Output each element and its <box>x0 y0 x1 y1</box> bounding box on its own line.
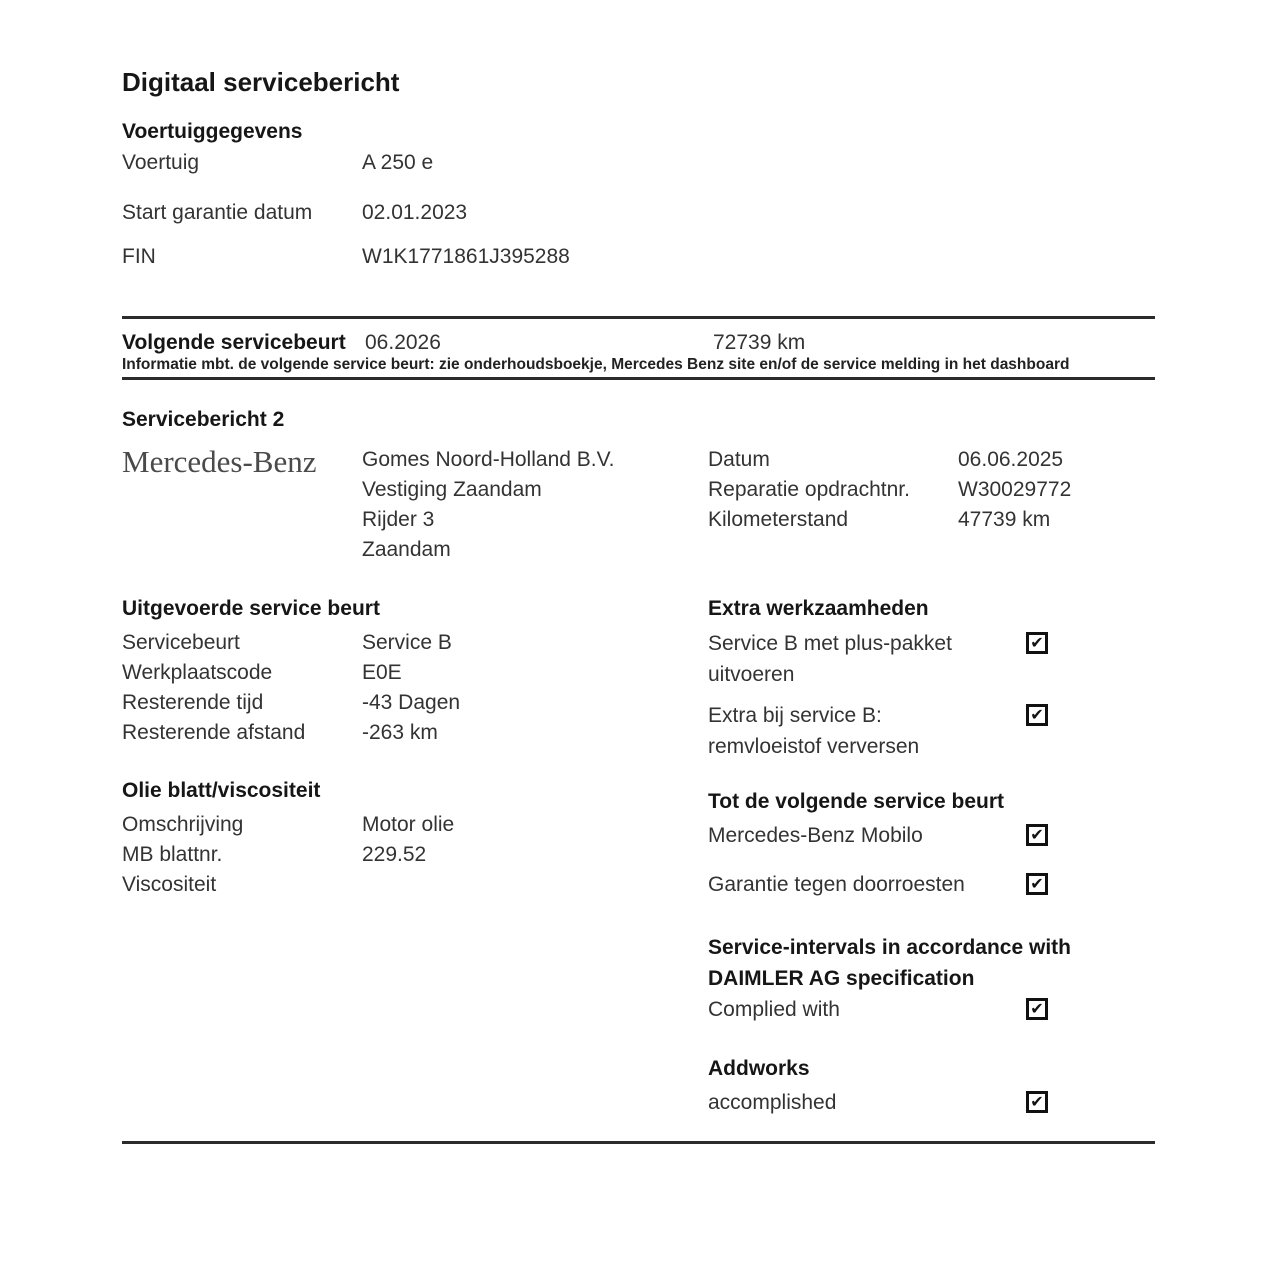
checklist-item-label: Extra bij service B: remvloeistof verversen <box>708 704 920 758</box>
oil-row <box>122 810 622 840</box>
field-value: -263 km <box>362 721 438 744</box>
checkbox-checked[interactable] <box>1026 1091 1048 1113</box>
field-value <box>362 870 622 900</box>
service-detail-values <box>958 445 1155 535</box>
extra-work-heading: Extra werkzaamheden <box>708 597 929 620</box>
service-document <box>122 0 1155 1144</box>
field-value: 02.01.2023 <box>362 201 468 224</box>
divider <box>122 1141 1155 1144</box>
vehicle-row <box>122 245 1155 268</box>
check-icon: ✔ <box>1030 825 1044 844</box>
checklist-item-label: Garantie tegen doorroesten <box>708 873 965 896</box>
check-icon: ✔ <box>1030 633 1044 652</box>
checklist-column <box>708 597 1155 1118</box>
addworks-heading: Addworks <box>708 1057 810 1080</box>
next-service-heading: Volgende servicebeurt <box>122 331 346 354</box>
detail-value: W30029772 <box>958 478 1072 501</box>
field-value: Motor olie <box>362 813 455 836</box>
next-service-note: Informatie mbt. de volgende service beurt: zie onderhoudsboekje, Mercedes Benz site en/of de service melding in het dashboard <box>122 356 1070 373</box>
checkbox-checked[interactable] <box>1026 824 1048 846</box>
field-value: -43 Dagen <box>362 691 461 714</box>
page-title: Digitaal servicebericht <box>122 67 400 97</box>
divider <box>122 316 1155 319</box>
vehicle-row <box>122 151 1155 174</box>
checklist-item <box>708 628 1155 690</box>
field-label: Servicebeurt <box>122 631 240 654</box>
performed-row <box>122 688 622 718</box>
dealer-block <box>122 445 1155 565</box>
detail-label: Datum <box>708 448 770 471</box>
checklist-item-label: accomplished <box>708 1091 837 1114</box>
field-label: FIN <box>122 245 156 268</box>
field-label: Start garantie datum <box>122 201 313 224</box>
next-service-date: 06.2026 <box>365 331 441 354</box>
check-icon: ✔ <box>1030 1092 1044 1111</box>
check-icon: ✔ <box>1030 999 1044 1018</box>
divider <box>122 377 1155 380</box>
field-value: E0E <box>362 661 402 684</box>
checklist-item <box>708 820 1155 851</box>
service-detail-labels <box>708 445 958 535</box>
field-value: A 250 e <box>362 151 434 174</box>
field-label: MB blattnr. <box>122 843 223 866</box>
next-service-distance: 72739 km <box>713 331 806 354</box>
checkbox-checked[interactable] <box>1026 998 1048 1020</box>
dealer-city: Zaandam <box>362 538 451 561</box>
performed-service-column <box>122 597 622 900</box>
dealer-address <box>362 445 708 565</box>
checklist-item-label: Complied with <box>708 998 840 1021</box>
until-next-service-heading: Tot de volgende service beurt <box>708 790 1005 813</box>
service-message-heading: Servicebericht 2 <box>122 408 285 431</box>
performed-row <box>122 628 622 658</box>
checklist-item <box>708 700 1155 762</box>
dealer-name: Gomes Noord-Holland B.V. <box>362 448 615 471</box>
service-intervals-heading: Service-intervals in accordance with DAIMLER AG specification <box>708 936 1071 990</box>
detail-label: Reparatie opdrachtnr. <box>708 478 910 501</box>
performed-row <box>122 718 622 748</box>
oil-row <box>122 840 622 870</box>
field-value: W1K1771861J395288 <box>362 245 570 268</box>
field-label: Omschrijving <box>122 813 244 836</box>
oil-section-heading: Olie blatt/viscositeit <box>122 779 321 802</box>
checkbox-checked[interactable] <box>1026 704 1048 726</box>
mercedes-benz-wordmark: Mercedes-Benz <box>122 444 317 479</box>
vehicle-row <box>122 201 1155 224</box>
checklist-item <box>708 869 1155 900</box>
next-service-band <box>122 330 1155 355</box>
field-value: 229.52 <box>362 843 427 866</box>
dealer-street: Rijder 3 <box>362 508 435 531</box>
field-label: Voertuig <box>122 151 200 174</box>
check-icon: ✔ <box>1030 705 1044 724</box>
performed-row <box>122 658 622 688</box>
vehicle-data-heading: Voertuiggegevens <box>122 120 303 143</box>
detail-value: 06.06.2025 <box>958 448 1064 471</box>
checklist-item-label: Mercedes-Benz Mobilo <box>708 824 923 847</box>
performed-service-heading: Uitgevoerde service beurt <box>122 597 380 620</box>
check-icon: ✔ <box>1030 874 1044 893</box>
checklist-item <box>708 994 1155 1025</box>
checkbox-checked[interactable] <box>1026 632 1048 654</box>
checklist-item-label: Service B met plus-pakket uitvoeren <box>708 632 952 686</box>
dealer-branch: Vestiging Zaandam <box>362 478 542 501</box>
checklist-item <box>708 1087 1155 1118</box>
field-label: Viscositeit <box>122 873 217 896</box>
detail-label: Kilometerstand <box>708 508 849 531</box>
checkbox-checked[interactable] <box>1026 873 1048 895</box>
field-label: Resterende tijd <box>122 691 264 714</box>
oil-row <box>122 870 622 900</box>
detail-value: 47739 km <box>958 508 1051 531</box>
field-label: Resterende afstand <box>122 721 306 744</box>
field-value: Service B <box>362 631 452 654</box>
field-label: Werkplaatscode <box>122 661 273 684</box>
